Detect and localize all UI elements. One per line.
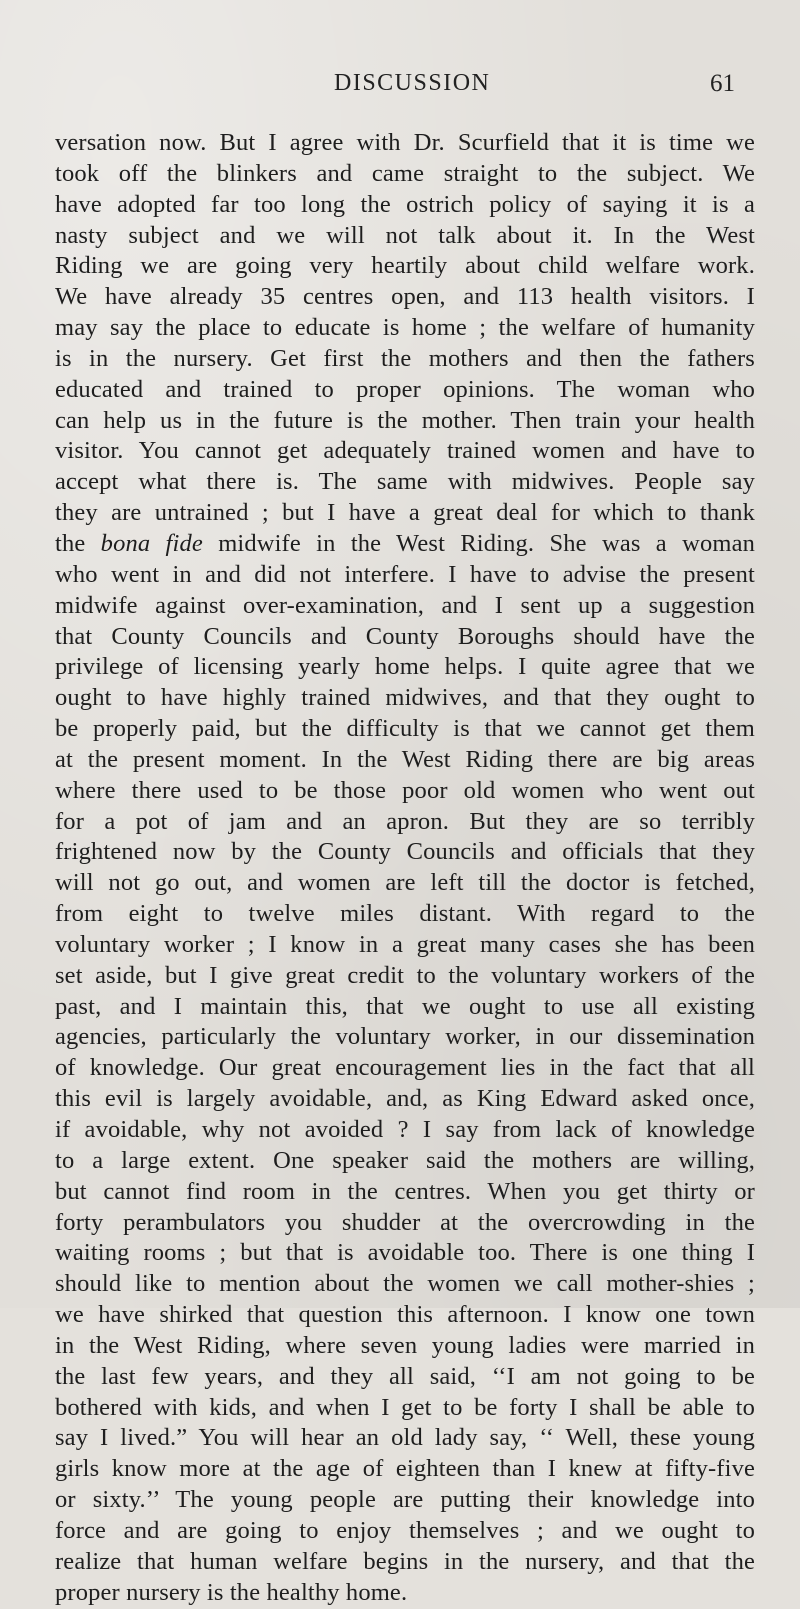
text-line: privilege of licensing yearly home helps. I quite agree that we [55, 653, 755, 681]
text-line: We have already 35 centres open, and 113 health visitors. I [55, 283, 755, 311]
text-line: from eight to twelve miles distant. With regard to the [55, 900, 755, 928]
text-line: ought to have highly trained midwives, and that they ought to [55, 684, 755, 712]
text-line: educated and trained to proper opinions. The woman who [55, 375, 755, 403]
text-line: frightened now by the County Councils and officials that they [55, 838, 755, 866]
running-title: DISCUSSION [334, 70, 491, 96]
text-line: where there used to be those poor old women who went out [55, 776, 755, 804]
text-line: proper nursery is the healthy home. [55, 1578, 408, 1606]
text-line: if avoidable, why not avoided ? I say from lack of knowledge [55, 1116, 755, 1143]
text-line: but cannot find room in the centres. When you get thirty or [55, 1177, 755, 1205]
text-line: should like to mention about the women we call mother-shies ; [55, 1270, 755, 1298]
text-line: voluntary worker ; I know in a great many cases she has been [55, 930, 755, 958]
text-line: we have shirked that question this afternoon. I know one town [55, 1301, 755, 1329]
text-line: nasty subject and we will not talk about it. In the West [55, 221, 755, 249]
text-line: in the West Riding, where seven young ladies were married in [55, 1331, 755, 1359]
text-line: to a large extent. One speaker said the mothers are willing, [55, 1146, 755, 1174]
text-line: waiting rooms ; but that is avoidable too. There is one thing I [55, 1239, 755, 1267]
text-line: who went in and did not interfere. I have to advise the present [55, 560, 755, 588]
text-line: realize that human welfare begins in the nursery, and that the [55, 1547, 755, 1575]
text-line: is in the nursery. Get first the mothers and then the fathers [55, 344, 755, 372]
text-line: or sixty.’’ The young people are putting their knowledge into [55, 1486, 755, 1514]
text-line: visitor. You cannot get adequately trained women and have to [55, 437, 755, 465]
text-line: versation now. But I agree with Dr. Scurfield that it is time we [55, 129, 755, 156]
running-head [0, 70, 800, 106]
text-line: of knowledge. Our great encouragement lies in the fact that all [55, 1054, 755, 1082]
text-line: midwife against over-examination, and I sent up a suggestion [55, 591, 755, 619]
text-line: took off the blinkers and came straight to the subject. We [55, 159, 755, 187]
text-line: force and are going to enjoy themselves ; and we ought to [55, 1516, 755, 1544]
text-line: will not go out, and women are left till the doctor is fetched, [55, 869, 755, 897]
text-line: may say the place to educate is home ; the welfare of humanity [55, 314, 755, 342]
text-line: that County Councils and County Boroughs should have the [55, 622, 755, 650]
text-line: this evil is largely avoidable, and, as King Edward asked once, [55, 1085, 755, 1113]
text-line: the last few years, and they all said, ‘‘I am not going to be [55, 1362, 755, 1390]
text-line: they are untrained ; but I have a great deal for which to thank [55, 499, 755, 527]
text-line: be properly paid, but the difficulty is that we cannot get them [55, 715, 755, 743]
text-line: say I lived.” You will hear an old lady say, ‘‘ Well, these young [55, 1424, 755, 1452]
text-line: girls know more at the age of eighteen than I knew at fifty-five [55, 1455, 755, 1483]
text-line: set aside, but I give great credit to the voluntary workers of the [55, 961, 755, 989]
text-line: at the present moment. In the West Riding there are big areas [55, 745, 755, 773]
text-line: past, and I maintain this, that we ought to use all existing [55, 992, 755, 1020]
text-line: the bona fide midwife in the West Riding. She was a woman [55, 529, 755, 557]
italic-phrase: bona fide [100, 529, 203, 557]
page-number: 61 [710, 70, 735, 97]
text-line: bothered with kids, and when I get to be forty I shall be able to [55, 1393, 755, 1421]
text-line: Riding we are going very heartily about child welfare work. [55, 252, 755, 280]
text-line: for a pot of jam and an apron. But they are so terribly [55, 807, 755, 835]
text-line: agencies, particularly the voluntary worker, in our dissemination [55, 1023, 755, 1051]
text-line: have adopted far too long the ostrich policy of saying it is a [55, 190, 755, 218]
text-line: accept what there is. The same with midwives. People say [55, 468, 755, 496]
body-text [55, 128, 755, 1609]
text-line: forty perambulators you shudder at the overcrowding in the [55, 1208, 755, 1236]
text-line: can help us in the future is the mother. Then train your health [55, 406, 755, 434]
